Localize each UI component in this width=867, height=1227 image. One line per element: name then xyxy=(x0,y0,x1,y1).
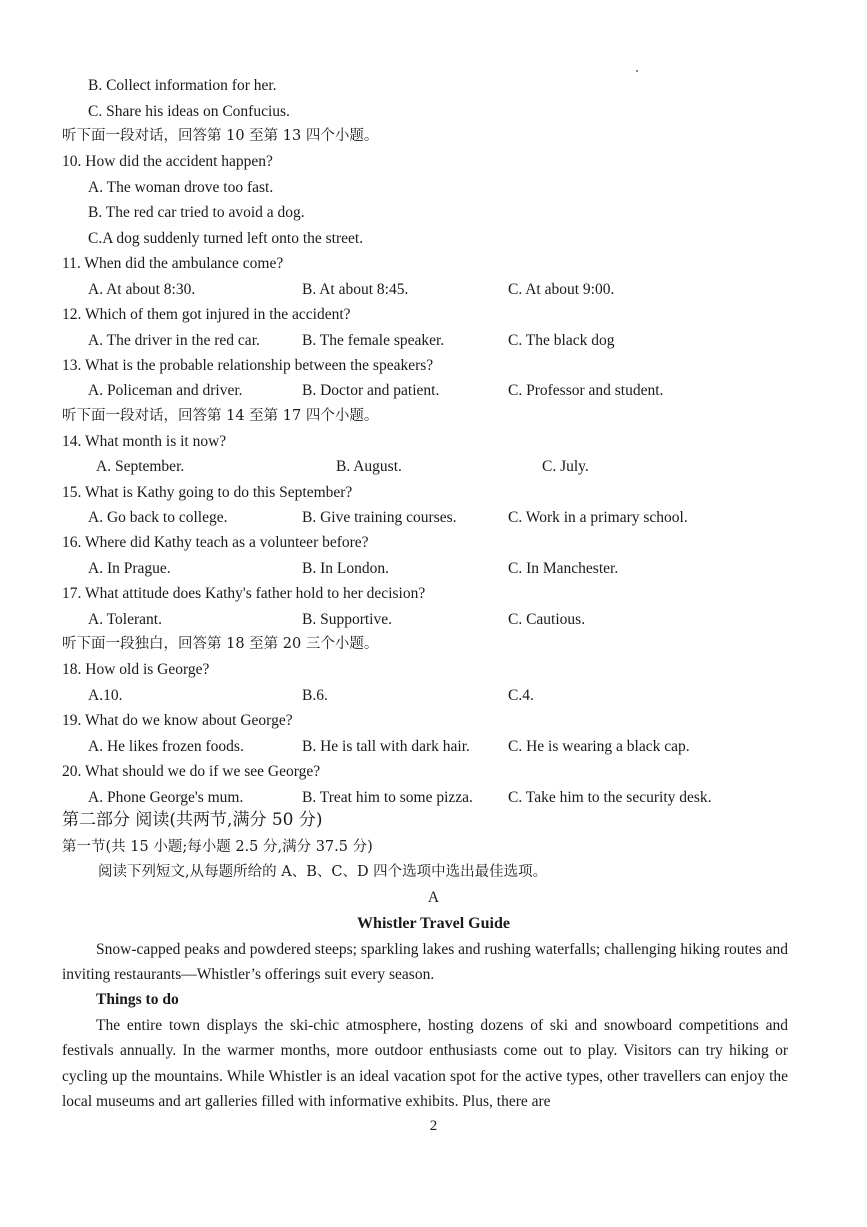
reading-instruction: 阅读下列短文,从每题所给的 A、B、C、D 四个选项中选出最佳选项。 xyxy=(98,864,548,880)
q10-option-a: A. The woman drove too fast. xyxy=(88,179,274,196)
q11-option-c: C. At about 9:00. xyxy=(508,281,615,298)
passage-letter: A xyxy=(427,889,440,906)
question-14: 14. What month is it now? xyxy=(62,433,227,450)
q12-option-c: C. The black dog xyxy=(508,332,615,349)
q15-option-a: A. Go back to college. xyxy=(88,509,228,526)
q18-option-a: A.10. xyxy=(88,687,123,704)
q18-option-b: B.6. xyxy=(302,687,328,704)
q12-option-b: B. The female speaker. xyxy=(302,332,445,349)
q17-option-c: C. Cautious. xyxy=(508,611,586,628)
q16-option-b: B. In London. xyxy=(302,560,389,577)
q16-option-a: A. In Prague. xyxy=(88,560,171,577)
q14-option-c: C. July. xyxy=(542,458,589,475)
q20-option-b: B. Treat him to some pizza. xyxy=(302,789,473,806)
question-11: 11. When did the ambulance come? xyxy=(62,255,284,272)
page-number: 2 xyxy=(429,1118,438,1134)
intro-paragraph: Snow-capped peaks and powdered steeps; sparkling lakes and rushing waterfalls; challenging hiking routes and inviting restaurants—Whistler’s offerings suit every season. xyxy=(62,941,788,984)
question-17: 17. What attitude does Kathy's father hold to her decision? xyxy=(62,585,426,602)
question-20: 20. What should we do if we see George? xyxy=(62,763,321,780)
q11-option-a: A. At about 8:30. xyxy=(88,281,196,298)
q15-option-b: B. Give training courses. xyxy=(302,509,457,526)
scan-speck xyxy=(636,70,638,72)
q10-option-c: C.A dog suddenly turned left onto the street. xyxy=(88,230,364,247)
part2-heading: 第二部分 阅读(共两节,满分 50 分) xyxy=(62,810,323,830)
q20-option-c: C. Take him to the security desk. xyxy=(508,789,712,806)
section1-heading: 第一节(共 15 小题;每小题 2.5 分,满分 37.5 分) xyxy=(62,839,373,855)
q17-option-b: B. Supportive. xyxy=(302,611,392,628)
instruction-18-20: 听下面一段独白，回答第 18 至第 20 三个小题。 xyxy=(62,636,379,652)
q19-option-b: B. He is tall with dark hair. xyxy=(302,738,470,755)
q11-option-b: B. At about 8:45. xyxy=(302,281,409,298)
q19-option-c: C. He is wearing a black cap. xyxy=(508,738,690,755)
question-16: 16. Where did Kathy teach as a volunteer before? xyxy=(62,534,369,551)
instruction-10-13: 听下面一段对话，回答第 10 至第 13 四个小题。 xyxy=(62,128,379,144)
q15-option-c: C. Work in a primary school. xyxy=(508,509,688,526)
q12-option-a: A. The driver in the red car. xyxy=(88,332,260,349)
things-heading: Things to do xyxy=(96,991,179,1008)
q14-option-b: B. August. xyxy=(336,458,402,475)
question-15: 15. What is Kathy going to do this September? xyxy=(62,484,353,501)
prev-option-b: B. Collect information for her. xyxy=(88,77,277,94)
q13-option-a: A. Policeman and driver. xyxy=(88,382,243,399)
question-13: 13. What is the probable relationship between the speakers? xyxy=(62,357,434,374)
q19-option-a: A. He likes frozen foods. xyxy=(88,738,244,755)
q20-option-a: A. Phone George's mum. xyxy=(88,789,244,806)
q18-option-c: C.4. xyxy=(508,687,534,704)
q13-option-b: B. Doctor and patient. xyxy=(302,382,440,399)
passage-title: Whistler Travel Guide xyxy=(357,915,510,932)
question-19: 19. What do we know about George? xyxy=(62,712,293,729)
question-12: 12. Which of them got injured in the accident? xyxy=(62,306,351,323)
things-paragraph: The entire town displays the ski-chic atmosphere, hosting dozens of ski and snowboard competitions and festivals annually. In the warmer months, more outdoor enthusiasts come out to play. Visitors can try hiking or cycling up the mountains. While Whistler is an ideal vacation spot for the active types, other travellers can enjoy the local museums and art galleries filled with informative exhibits. Plus, there are xyxy=(62,1017,788,1111)
instruction-14-17: 听下面一段对话，回答第 14 至第 17 四个小题。 xyxy=(62,408,379,424)
q10-option-b: B. The red car tried to avoid a dog. xyxy=(88,204,305,221)
question-10: 10. How did the accident happen? xyxy=(62,153,273,170)
q14-option-a: A. September. xyxy=(96,458,185,475)
q16-option-c: C. In Manchester. xyxy=(508,560,619,577)
q17-option-a: A. Tolerant. xyxy=(88,611,162,628)
question-18: 18. How old is George? xyxy=(62,661,210,678)
q13-option-c: C. Professor and student. xyxy=(508,382,664,399)
prev-option-c: C. Share his ideas on Confucius. xyxy=(88,103,290,120)
